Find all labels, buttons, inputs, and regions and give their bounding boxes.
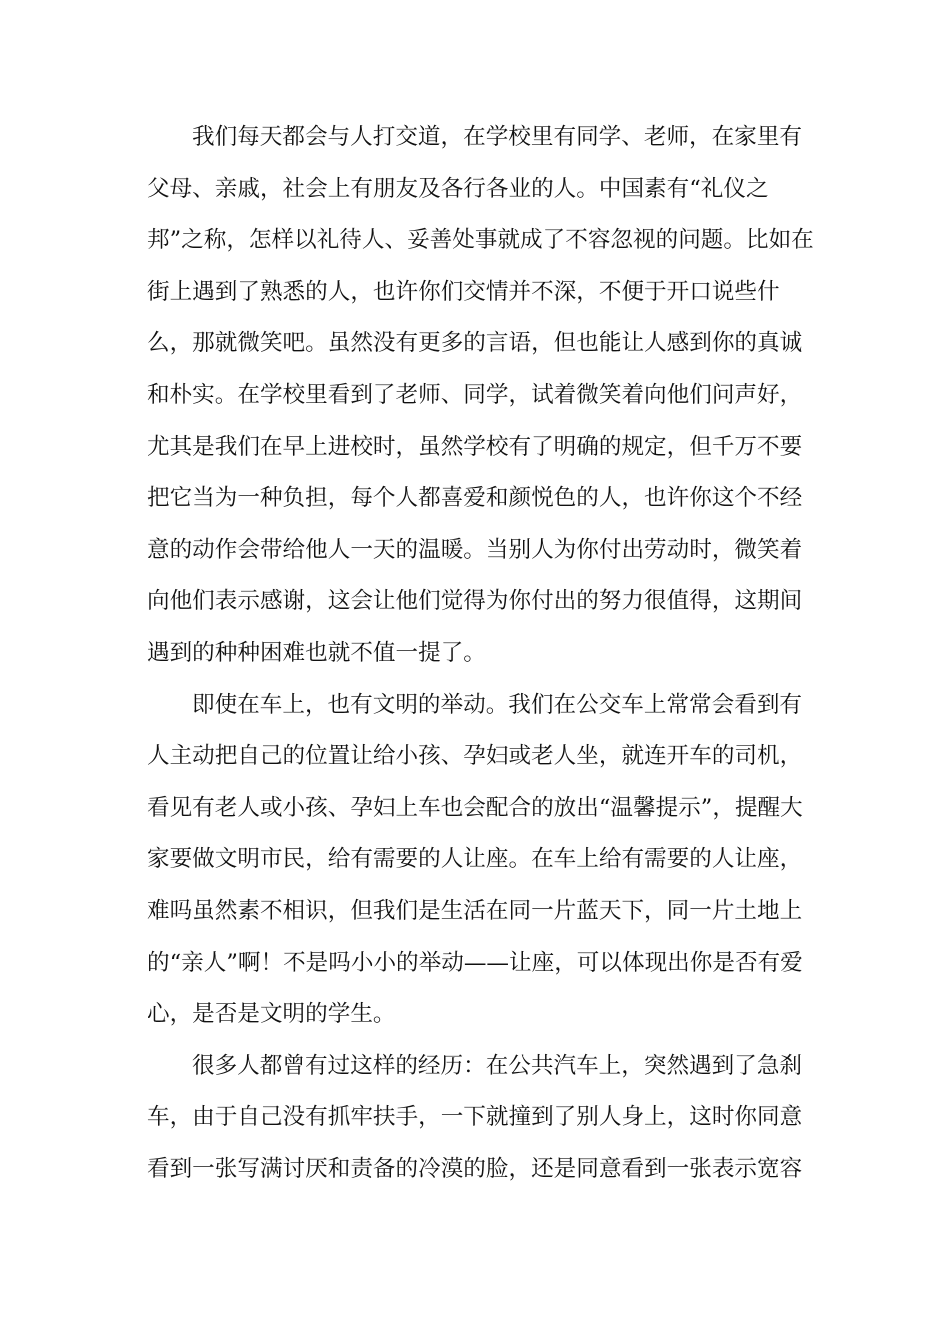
text-line: 即使在车上，也有文明的举动。我们在公交车上常常会看到有 bbox=[192, 691, 803, 718]
text-line: 家要做文明市民，给有需要的人让座。在车上给有需要的人让座， bbox=[147, 846, 803, 873]
text-line: 邦”之称，怎样以礼待人、妥善处事就成了不容忽视的问题。比如在 bbox=[147, 227, 814, 254]
text-line: 很多人都曾有过这样的经历：在公共汽车上，突然遇到了急刹 bbox=[192, 1052, 803, 1079]
text-line: 意的动作会带给他人一天的温暖。当别人为你付出劳动时，微笑着 bbox=[147, 536, 803, 563]
text-line: 尤其是我们在早上进校时，虽然学校有了明确的规定，但千万不要 bbox=[147, 433, 803, 460]
body-text bbox=[147, 112, 814, 1195]
text-line: 么，那就微笑吧。虽然没有更多的言语，但也能让人感到你的真诚 bbox=[147, 330, 803, 357]
text-line: 街上遇到了熟悉的人，也许你们交情并不深，不便于开口说些什 bbox=[147, 278, 780, 305]
text-line: 父母、亲戚，社会上有朋友及各行各业的人。中国素有“礼仪之 bbox=[147, 175, 769, 202]
text-line: 的“亲人”啊！不是吗小小的举动——让座，可以体现出你是否有爱 bbox=[147, 949, 803, 976]
paragraph-2 bbox=[147, 680, 807, 1041]
text-line: 人主动把自己的位置让给小孩、孕妇或老人坐，就连开车的司机， bbox=[147, 743, 803, 770]
text-line: 把它当为一种负担，每个人都喜爱和颜悦色的人，也许你这个不经 bbox=[147, 485, 803, 512]
text-line: 看见有老人或小孩、孕妇上车也会配合的放出“温馨提示”，提醒大 bbox=[147, 794, 803, 821]
text-line: 心，是否是文明的学生。 bbox=[147, 1001, 396, 1028]
text-line: 看到一张写满讨厌和责备的冷漠的脸，还是同意看到一张表示宽容 bbox=[147, 1155, 803, 1182]
text-line: 向他们表示感谢，这会让他们觉得为你付出的努力很值得，这期间 bbox=[147, 588, 803, 615]
text-line: 我们每天都会与人打交道，在学校里有同学、老师，在家里有 bbox=[192, 124, 803, 150]
text-line: 车，由于自己没有抓牢扶手，一下就撞到了别人身上，这时你同意 bbox=[147, 1104, 803, 1131]
paragraph-1 bbox=[147, 112, 814, 680]
text-line: 和朴实。在学校里看到了老师、同学，试着微笑着向他们问声好， bbox=[147, 381, 803, 408]
text-line: 遇到的种种困难也就不值一提了。 bbox=[147, 639, 486, 666]
paragraph-3 bbox=[147, 1041, 807, 1196]
text-line: 难吗虽然素不相识，但我们是生活在同一片蓝天下，同一片土地上 bbox=[147, 897, 803, 924]
